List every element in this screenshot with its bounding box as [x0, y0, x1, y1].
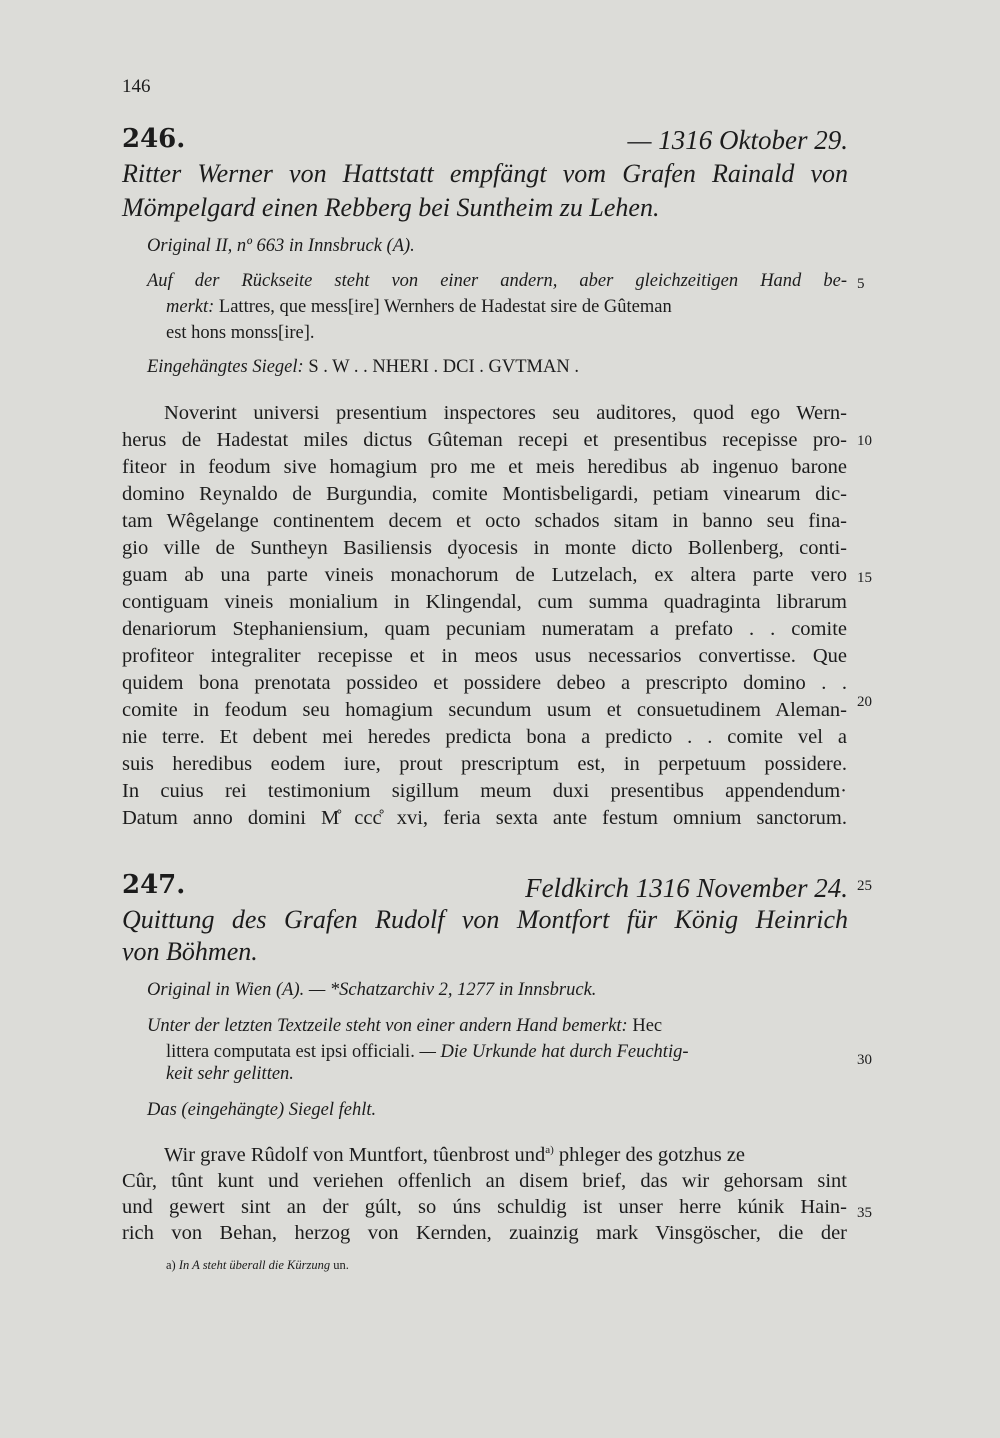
line-number: 25: [857, 878, 872, 894]
body-247-text: Wir grave Rûdolf von Muntfort, tûenbrost und: [164, 1144, 546, 1166]
body-246-line: quidem bona prenotata possideo et possidere debeo a prescripto domino . .: [122, 672, 847, 694]
body-246-line: denariorum Stephaniensium, quam pecuniam numeratam a prefato . . comite: [122, 618, 847, 640]
document-number-246: 246.: [122, 124, 186, 154]
line-number: 35: [857, 1205, 872, 1221]
seal-246: [147, 357, 579, 378]
note-247-quote: littera computata est ipsi officiali.: [166, 1042, 415, 1062]
note-247-remark: — Die Urkunde hat durch Feuchtig-: [414, 1042, 689, 1062]
body-247-text: phleger des gotzhus ze: [553, 1144, 746, 1166]
footnote-abbr: un.: [330, 1258, 349, 1272]
page-number: 146: [122, 76, 151, 97]
body-246-line: fiteor in feodum sive homagium pro me et meis heredibus ab ingenuo barone: [122, 456, 847, 478]
body-246-line: Datum anno domini M̊ ccc̊ xvi, feria sexta ante festum omnium sanctorum.: [122, 807, 847, 829]
document-date-246: — 1316 Oktober 29.: [627, 125, 848, 155]
original-source-246: Original II, nº 663 in Innsbruck (A).: [147, 236, 415, 256]
footnote-reference: a): [545, 1144, 554, 1157]
footnote-text: In A steht überall die Kürzung: [178, 1258, 331, 1272]
note-247-hec: Hec: [627, 1016, 663, 1036]
document-title-247-line-1: Quittung des Grafen Rudolf von Montfort für König Heinrich: [122, 905, 848, 934]
seal-246-label: Eingehängtes Siegel:: [147, 357, 304, 377]
body-247-line: Cûr, tûnt kunt und veriehen offenlich an disem brief, das wir gehorsam sint: [122, 1170, 847, 1192]
body-246-line: domino Reynaldo de Burgundia, comite Montisbeligardi, petiam vinearum dic-: [122, 483, 847, 505]
body-246-line: guam ab una parte vineis monachorum de Lutzelach, ex altera parte vero: [122, 564, 847, 586]
note-246-merkt: merkt:: [166, 297, 215, 317]
body-246-line: herus de Hadestat miles dictus Gûteman recepi et presentibus recepisse pro-: [122, 429, 847, 451]
note-246-line-3: est hons monss[ire].: [166, 323, 315, 343]
note-246-line-1: Auf der Rückseite steht von einer andern, aber gleichzeitigen Hand be-: [147, 271, 847, 291]
seal-246-text: S . W . . NHERI . DCI . GVTMAN .: [303, 357, 579, 377]
line-number: 30: [857, 1052, 872, 1068]
note-246-quote: Lattres, que mess[ire] Wernhers de Hadestat sire de Gûteman: [214, 297, 672, 317]
body-247-line: und gewert sint an der gúlt, so úns schuldig ist unser herre kúnik Hain-: [122, 1196, 847, 1218]
body-246-line: tam Wêgelange continentem decem et octo schados sitam in banno seu fina-: [122, 510, 847, 532]
footnote: [166, 1258, 349, 1273]
body-246-line: Noverint universi presentium inspectores seu auditores, quod ego Wern-: [164, 402, 847, 424]
note-247-line-1: [147, 1016, 662, 1037]
line-number: 10: [857, 433, 872, 449]
document-number-247: 247.: [122, 870, 186, 900]
line-number: 5: [857, 276, 865, 292]
note-246-line-2: [166, 297, 672, 318]
body-246-line: suis heredibus eodem iure, prout prescriptum est, in perpetuum possidere.: [122, 753, 847, 775]
document-title-246-line-1: Ritter Werner von Hattstatt empfängt vom Grafen Rainald von: [122, 159, 848, 188]
document-date-247: Feldkirch 1316 November 24.: [525, 873, 848, 903]
note-247-line-2: [166, 1042, 689, 1063]
footnote-marker: a): [166, 1258, 176, 1272]
seal-247: Das (eingehängte) Siegel fehlt.: [147, 1100, 377, 1120]
body-246-line: comite in feodum seu homagium secundum usum et consuetudinem Aleman-: [122, 699, 847, 721]
body-247-line: [164, 1144, 847, 1167]
body-246-line: nie terre. Et debent mei heredes predicta bona a predicto . . comite vel a: [122, 726, 847, 748]
line-number: 20: [857, 694, 872, 710]
line-number: 15: [857, 570, 872, 586]
body-246-line: gio ville de Suntheyn Basiliensis dyocesis in monte dicto Bollenberg, conti-: [122, 537, 847, 559]
note-247-line-3: keit sehr gelitten.: [166, 1064, 294, 1084]
body-247-line: rich von Behan, herzog von Kernden, zuainzig mark Vinsgöscher, die der: [122, 1222, 847, 1244]
note-247-intro: Unter der letzten Textzeile steht von einer andern Hand bemerkt:: [147, 1016, 628, 1036]
document-title-247-line-2: von Böhmen.: [122, 937, 258, 966]
original-source-247: Original in Wien (A). — *Schatzarchiv 2, 1277 in Innsbruck.: [147, 980, 597, 1000]
body-246-line: profiteor integraliter recepisse et in meos usus necessarios convertisse. Que: [122, 645, 847, 667]
body-246-line: In cuius rei testimonium sigillum meum duxi presentibus appendendum·: [122, 780, 847, 802]
body-246-line: contiguam vineis monialium in Klingendal, cum summa quadraginta librarum: [122, 591, 847, 613]
document-title-246-line-2: Mömpelgard einen Rebberg bei Suntheim zu Lehen.: [122, 193, 660, 222]
